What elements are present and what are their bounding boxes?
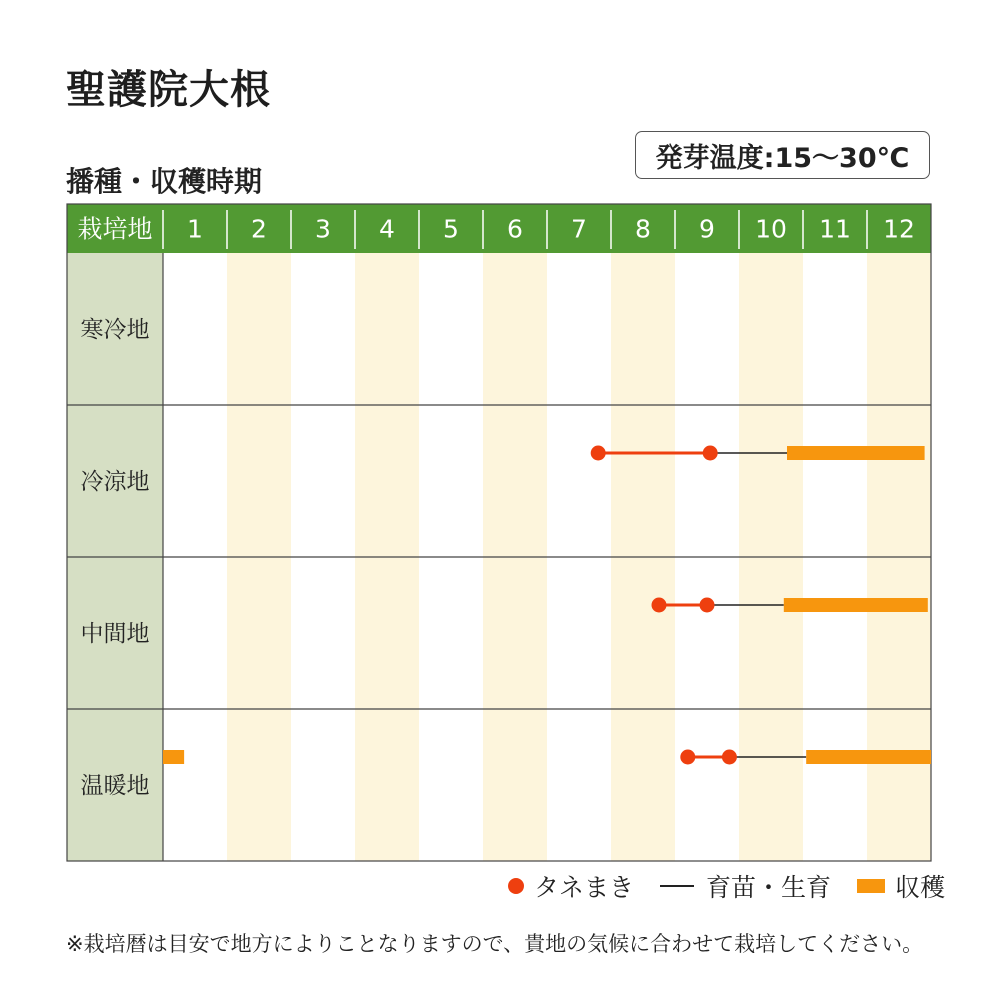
- harvest-bar: [787, 446, 925, 460]
- harvest-bar: [806, 750, 931, 764]
- month-label: 12: [883, 214, 915, 244]
- sowing-dot: [722, 750, 737, 765]
- sowing-dot: [680, 750, 695, 765]
- sowing-dot: [591, 446, 606, 461]
- section-subtitle: 播種・収穫時期: [66, 165, 263, 198]
- legend-growing-label: 育苗・生育: [706, 873, 832, 902]
- harvest-bar: [784, 598, 928, 612]
- harvest-bar: [163, 750, 184, 764]
- month-label: 7: [571, 214, 587, 244]
- legend-sowing-dot-icon: [508, 878, 524, 894]
- legend-growing: [660, 868, 831, 904]
- legend-sowing-label: タネまき: [534, 873, 635, 902]
- region-label: 冷涼地: [80, 469, 150, 495]
- header-corner-label: 栽培地: [77, 214, 153, 244]
- legend-harvest-bar-icon: [857, 879, 885, 893]
- legend-sowing: [508, 868, 634, 904]
- legend: [508, 866, 946, 906]
- page-title: 聖護院大根: [66, 67, 271, 113]
- month-label: 3: [315, 214, 331, 244]
- month-label: 8: [635, 214, 651, 244]
- legend-harvest-label: 収穫: [895, 873, 946, 902]
- month-label: 1: [187, 214, 203, 244]
- region-label: 中間地: [80, 621, 150, 647]
- region-label: 寒冷地: [80, 317, 150, 343]
- sowing-dot: [700, 598, 715, 613]
- month-label: 9: [699, 214, 715, 244]
- month-label: 11: [819, 214, 851, 244]
- region-label: 温暖地: [80, 773, 150, 799]
- legend-harvest: [857, 868, 945, 904]
- month-label: 4: [379, 214, 395, 244]
- month-label: 6: [507, 214, 523, 244]
- sowing-dot: [703, 446, 718, 461]
- month-label: 10: [755, 214, 787, 244]
- sowing-dot: [652, 598, 667, 613]
- legend-growing-line-icon: [660, 885, 694, 887]
- month-label: 5: [443, 214, 459, 244]
- germination-temp-badge: 発芽温度:15〜30℃: [635, 131, 930, 179]
- month-label: 2: [251, 214, 267, 244]
- footnote: ※栽培暦は目安で地方によりことなりますので、貴地の気候に合わせて栽培してください。: [66, 932, 924, 956]
